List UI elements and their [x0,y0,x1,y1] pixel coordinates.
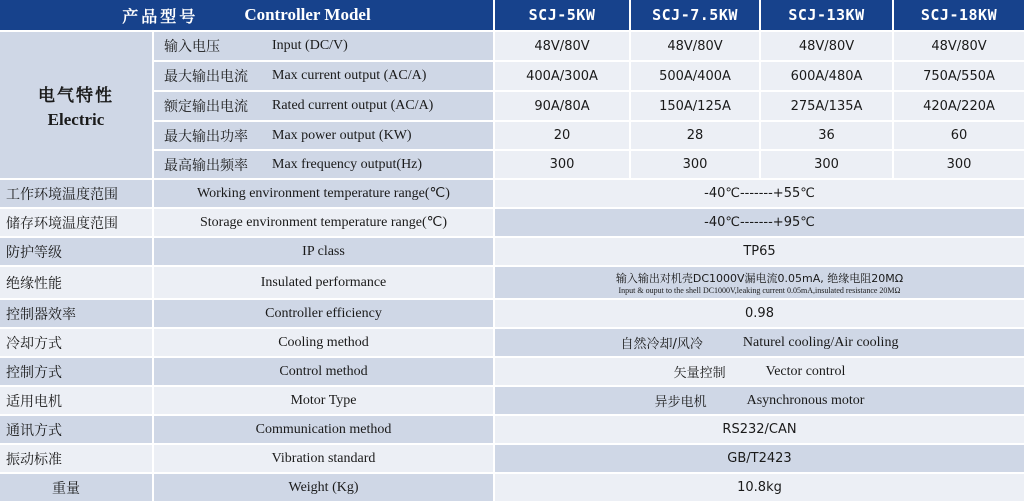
spec-row-label-en: Cooling method [154,329,493,356]
spec-row-value [495,358,1024,385]
spec-value-cn: 异步电机 [654,395,707,410]
header-title-en: Controller Model [244,5,371,24]
electric-row-label-cn: 最大输出电流 [154,62,264,90]
electric-value: 90A/80A [495,92,629,120]
spec-row-label-cn: 绝缘性能 [0,267,152,298]
spec-row-label-cn: 控制器效率 [0,300,152,327]
electric-row-label-en: Rated current output (AC/A) [264,92,493,120]
spec-row-value [495,267,1024,298]
spec-row-label-cn: 通讯方式 [0,416,152,443]
spec-row-label-cn: 振动标准 [0,445,152,472]
spec-row-value: TP65 [495,238,1024,265]
electric-group-label [0,32,152,178]
spec-row-label-en: IP class [154,238,493,265]
electric-value: 500A/400A [631,62,759,90]
spec-row-label-cn: 适用电机 [0,387,152,414]
electric-value: 150A/125A [631,92,759,120]
electric-value: 300 [894,151,1024,178]
electric-value: 48V/80V [495,32,629,60]
spec-row-label-en: Communication method [154,416,493,443]
header-model-4: SCJ-18KW [894,0,1024,30]
electric-value: 750A/550A [894,62,1024,90]
spec-row-value [495,387,1024,414]
electric-value: 60 [894,122,1024,149]
electric-row-label-en: Input (DC/V) [264,32,493,60]
spec-value-en: Naturel cooling/Air cooling [742,334,899,350]
spec-row-label-cn: 冷却方式 [0,329,152,356]
header-model-1: SCJ-5KW [495,0,629,30]
electric-row-label-en: Max current output (AC/A) [264,62,493,90]
spec-row-label-cn: 控制方式 [0,358,152,385]
spec-row-label-en: Motor Type [154,387,493,414]
electric-value: 20 [495,122,629,149]
spec-row-label-cn: 防护等级 [0,238,152,265]
spec-value-en: Asynchronous motor [746,392,865,408]
electric-value: 48V/80V [761,32,892,60]
electric-group-label-en: Electric [47,109,105,129]
electric-value: 275A/135A [761,92,892,120]
spec-value-cn: 矢量控制 [673,366,726,381]
electric-row-label-en: Max frequency output(Hz) [264,151,493,178]
spec-row-label-en: Storage environment temperature range(℃) [154,209,493,236]
spec-row-label-cn: 储存环境温度范围 [0,209,152,236]
electric-value: 300 [631,151,759,178]
electric-value: 36 [761,122,892,149]
electric-row-label-cn: 输入电压 [154,32,264,60]
electric-value: 48V/80V [894,32,1024,60]
spec-row-label-cn: 工作环境温度范围 [0,180,152,207]
header-model-2: SCJ-7.5KW [631,0,759,30]
spec-row-value: -40℃-------+95℃ [495,209,1024,236]
electric-value: 48V/80V [631,32,759,60]
electric-value: 300 [761,151,892,178]
electric-value: 300 [495,151,629,178]
spec-row-label-en: Controller efficiency [154,300,493,327]
electric-value: 400A/300A [495,62,629,90]
electric-group-label-cn: 电气特性 [38,85,114,106]
spec-row-value: RS232/CAN [495,416,1024,443]
spec-row-label-en: Control method [154,358,493,385]
spec-row-value: -40℃-------+55℃ [495,180,1024,207]
spec-row-value: 0.98 [495,300,1024,327]
spec-row-label-cn: 重量 [0,474,152,501]
spec-row-label-en: Weight (Kg) [154,474,493,501]
header-model-3: SCJ-13KW [761,0,892,30]
electric-value: 600A/480A [761,62,892,90]
electric-row-label-cn: 最高输出频率 [154,151,264,178]
spec-row-label-en: Working environment temperature range(℃) [154,180,493,207]
electric-value: 28 [631,122,759,149]
spec-row-label-en: Insulated performance [154,267,493,298]
header-title-cn: 产品型号 [122,6,199,26]
electric-row-label-cn: 最大输出功率 [154,122,264,149]
spec-row-value: 10.8kg [495,474,1024,501]
header-title [0,0,493,30]
spec-row-value: GB/T2423 [495,445,1024,472]
electric-row-label-en: Max power output (KW) [264,122,493,149]
electric-value: 420A/220A [894,92,1024,120]
electric-row-label-cn: 额定输出电流 [154,92,264,120]
spec-row-value [495,329,1024,356]
spec-row-label-en: Vibration standard [154,445,493,472]
spec-value-en: Vector control [765,363,846,379]
insulation-value-en: Input & ouput to the shell DC1000V,leaking current 0.05mA,insulated resistance 20MΩ [618,286,901,295]
insulation-value-cn: 输入输出对机壳DC1000V漏电流0.05mA, 绝缘电阻20MΩ [615,272,904,285]
spec-value-cn: 自然冷却/风冷 [620,337,703,352]
